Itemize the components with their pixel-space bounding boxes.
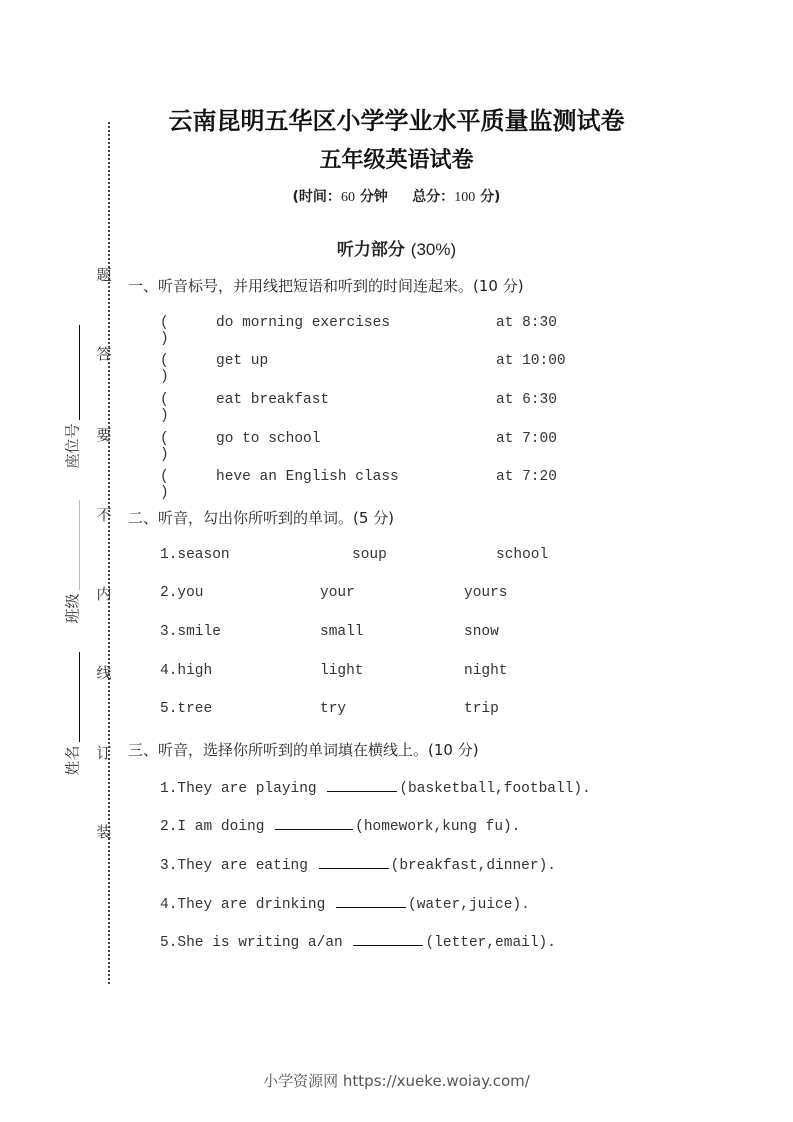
time-label: (时间： — [292, 189, 341, 205]
word-choice-row — [160, 547, 580, 567]
answer-blank[interactable] — [319, 856, 389, 869]
word-option[interactable]: night — [464, 663, 508, 679]
notice-char: 不 — [96, 506, 112, 524]
footer-watermark: 小学资源网 https://xueke.woiay.com/ — [263, 1072, 530, 1090]
answer-bracket[interactable]: ( ) — [160, 353, 169, 385]
word-option[interactable]: yours — [464, 585, 508, 601]
word-choice-row — [160, 624, 580, 644]
section-percent: (30%) — [410, 240, 457, 259]
question-2-heading: 二、听音，勾出你所听到的单词。(5 分) — [128, 509, 395, 527]
notice-char: 订 — [96, 744, 112, 762]
time: at 7:00 — [496, 431, 557, 447]
fill-blank-row — [160, 779, 620, 799]
seat-number-line — [79, 325, 80, 420]
time: at 8:30 — [496, 315, 557, 331]
word-option[interactable]: 2.you — [160, 585, 204, 601]
seat-number-label: 座位号 — [63, 423, 82, 469]
word-choice-row — [160, 663, 580, 683]
answer-bracket[interactable]: ( ) — [160, 392, 169, 424]
class-label: 班级 — [63, 593, 82, 624]
word-option[interactable]: 5.tree — [160, 701, 213, 717]
total-unit: 分) — [480, 189, 501, 205]
sentence-prefix: 1.They are playing — [160, 781, 317, 797]
word-option[interactable]: school — [496, 547, 549, 563]
word-option[interactable]: snow — [464, 624, 499, 640]
exam-meta — [0, 186, 793, 206]
question-3-heading: 三、听音，选择你所听到的单词填在横线上。(10 分) — [128, 741, 479, 759]
word-option[interactable]: small — [320, 624, 364, 640]
fill-blank-row — [160, 933, 620, 953]
fill-blank-row — [160, 895, 620, 915]
sentence-prefix: 4.They are drinking — [160, 897, 326, 913]
phrase: go to school — [216, 431, 321, 447]
notice-char: 装 — [96, 823, 112, 841]
binding-dotted-line — [108, 122, 110, 984]
word-option[interactable]: soup — [352, 547, 387, 563]
notice-char: 答 — [96, 345, 112, 363]
answer-bracket[interactable]: ( ) — [160, 315, 169, 347]
sentence-prefix: 5.She is writing a/an — [160, 935, 343, 951]
options: (basketball,football). — [399, 781, 591, 797]
name-line — [79, 652, 80, 742]
word-choice-row — [160, 585, 580, 605]
options: (homework,kung fu). — [355, 819, 521, 835]
word-option[interactable]: 4.high — [160, 663, 213, 679]
sentence-prefix: 3.They are eating — [160, 858, 308, 874]
answer-blank[interactable] — [327, 779, 397, 792]
word-choice-row — [160, 701, 580, 721]
exam-title: 云南昆明五华区小学学业水平质量监测试卷 — [168, 107, 625, 135]
phrase: get up — [216, 353, 269, 369]
word-option[interactable]: try — [320, 701, 347, 717]
name-label: 姓名 — [63, 745, 82, 776]
options: (breakfast,dinner). — [390, 858, 556, 874]
answer-bracket[interactable]: ( ) — [160, 469, 169, 501]
total-value: 100 — [454, 190, 476, 205]
time-unit: 分钟 — [359, 189, 388, 205]
total-label: 总分： — [412, 189, 455, 205]
word-option[interactable]: trip — [464, 701, 499, 717]
options: (water,juice). — [408, 897, 530, 913]
fill-blank-row — [160, 856, 620, 876]
options: (letter,email). — [425, 935, 556, 951]
phrase: heve an English class — [216, 469, 399, 485]
time-value: 60 — [340, 190, 355, 205]
word-option[interactable]: 1.season — [160, 547, 230, 563]
section-name: 听力部分 — [336, 240, 405, 260]
notice-char: 线 — [96, 664, 112, 682]
fill-blank-row — [160, 817, 620, 837]
answer-bracket[interactable]: ( ) — [160, 431, 169, 463]
notice-char: 要 — [96, 426, 112, 444]
word-option[interactable]: your — [320, 585, 355, 601]
notice-char: 题 — [96, 266, 112, 284]
question-1-heading: 一、听音标号，并用线把短语和听到的时间连起来。(10 分) — [128, 277, 524, 295]
answer-blank[interactable] — [353, 933, 423, 946]
word-option[interactable]: 3.smile — [160, 624, 221, 640]
time: at 6:30 — [496, 392, 557, 408]
phrase: do morning exercises — [216, 315, 391, 331]
exam-subtitle: 五年级英语试卷 — [319, 148, 474, 173]
sentence-prefix: 2.I am doing — [160, 819, 265, 835]
word-option[interactable]: light — [320, 663, 364, 679]
phrase: eat breakfast — [216, 392, 330, 408]
answer-blank[interactable] — [275, 817, 353, 830]
class-line — [79, 500, 80, 590]
notice-char: 内 — [96, 585, 112, 603]
answer-blank[interactable] — [336, 895, 406, 908]
time: at 10:00 — [496, 353, 566, 369]
time: at 7:20 — [496, 469, 557, 485]
section-title — [0, 235, 793, 260]
